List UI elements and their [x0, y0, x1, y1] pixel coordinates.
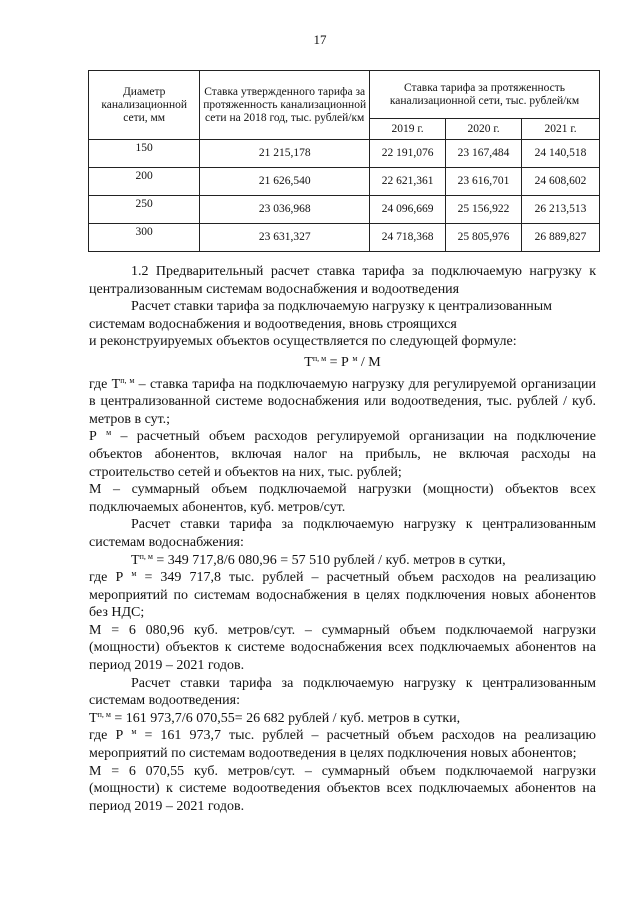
- wastewater-intro: Расчет ставки тарифа за подключаемую нагрузку к централизованным системам водоотведения:: [89, 675, 596, 709]
- def-t-prefix: где Т: [89, 376, 121, 392]
- cell-2021: 24 608,602: [522, 168, 600, 196]
- ws-p-text: = 349 717,8 тыс. рублей – расчетный объем расходов на реализацию мероприятий по системам водоснабжения в целях подключения новых абонентов без НДС;: [89, 570, 596, 621]
- cell-base-rate: 21 215,178: [200, 140, 370, 168]
- ws-p-prefix: где Р: [89, 570, 132, 586]
- ws-f-t: Т: [131, 552, 140, 568]
- cell-2019: 22 621,361: [370, 168, 446, 196]
- wd-p-text: = 161 973,7 тыс. рублей – расчетный объем расходов на реализацию мероприятий по системам водоотведения в целях подключения новых абонентов;: [89, 728, 596, 762]
- wd-p-sup: м: [131, 727, 137, 737]
- formula-end: / М: [357, 354, 381, 370]
- def-t-text: – ставка тарифа на подключаемую нагрузку для регулируемой организации в централизованной системе водоснабжения или водоотведения, тыс. рублей / куб. метров в сут.;: [89, 376, 596, 427]
- def-t-sup: п, м: [120, 375, 135, 385]
- formula-sup-pm: п, м: [312, 353, 327, 363]
- definition-p: [89, 428, 596, 481]
- wd-f-t: Т: [89, 710, 98, 726]
- cell-2020: 25 805,976: [446, 224, 522, 252]
- document-body: [89, 263, 596, 815]
- definition-m: М – суммарный объем подключаемой нагрузки (мощности) объектов всех подключаемых абонентов, куб. метров/сут.: [89, 482, 596, 515]
- cell-2021: 24 140,518: [522, 140, 600, 168]
- table-row: [89, 196, 600, 224]
- table-row: [89, 224, 600, 252]
- header-approved-rate: Ставка утвержденного тарифа за протяженность канализационной сети на 2018 год, тыс. рублей/км: [200, 71, 370, 140]
- intro-line-1: Расчет ставки тарифа за подключаемую нагрузку к централизованным: [131, 299, 553, 315]
- wastewater-p: [89, 727, 596, 762]
- ws-p-sup: м: [131, 569, 137, 579]
- tariff-table: [88, 70, 600, 252]
- def-p-prefix: Р: [89, 429, 107, 445]
- def-p-text: – расчетный объем расходов регулируемой организации на подключение объектов абонентов, включая налог на прибыль, не включая расходы на строительство сетей и объектов на них, тыс. рублей;: [89, 429, 596, 480]
- ws-f-sup: п, м: [139, 551, 153, 561]
- ws-f-text: = 349 717,8/6 080,96 = 57 510 рублей / куб. метров в сутки,: [152, 552, 506, 568]
- table-header-row: [89, 71, 600, 119]
- cell-2021: 26 213,513: [522, 196, 600, 224]
- formula-t: Т: [304, 354, 313, 370]
- cell-2019: 24 718,368: [370, 224, 446, 252]
- cell-base-rate: 23 036,968: [200, 196, 370, 224]
- intro-line-2: системам водоснабжения и водоотведения, вновь строящихся: [89, 316, 457, 332]
- page-number: 17: [313, 32, 327, 47]
- wd-f-text: = 161 973,7/6 070,55= 26 682 рублей / куб. метров в сутки,: [110, 710, 461, 726]
- cell-2020: 23 616,701: [446, 168, 522, 196]
- wd-f-sup: п, м: [97, 709, 111, 719]
- header-year-2020: 2020 г.: [446, 119, 522, 140]
- cell-diameter: 200: [89, 168, 200, 196]
- section-heading: 1.2 Предварительный расчет ставка тарифа за подключаемую нагрузку к централизованным системам водоснабжения и водоотведения: [89, 264, 596, 297]
- cell-base-rate: 23 631,327: [200, 224, 370, 252]
- intro-line-3: и реконструируемых объектов осуществляется по следующей формуле:: [89, 334, 517, 350]
- wastewater-formula: [89, 710, 596, 728]
- definition-t: [89, 376, 596, 429]
- header-year-2019: 2019 г.: [370, 119, 446, 140]
- cell-2020: 25 156,922: [446, 196, 522, 224]
- header-year-2021: 2021 г.: [522, 119, 600, 140]
- water-supply-intro: Расчет ставки тарифа за подключаемую нагрузку к централизованным системам водоснабжения:: [89, 517, 596, 550]
- water-supply-formula: [89, 552, 596, 570]
- wastewater-m: М = 6 070,55 куб. метров/сут. – суммарный объем подключаемой нагрузки (мощности) к системе водоотведения объектов всех подключаемых абонентов на период 2019 – 2021 годов.: [89, 763, 596, 814]
- water-supply-p: [89, 569, 596, 622]
- cell-diameter: 300: [89, 224, 200, 252]
- wd-p-prefix: где Р: [89, 728, 132, 744]
- formula-mid: = Р: [326, 354, 353, 370]
- header-diameter: Диаметр канализационной сети, мм: [89, 71, 200, 140]
- cell-2019: 22 191,076: [370, 140, 446, 168]
- cell-2021: 26 889,827: [522, 224, 600, 252]
- header-rate-group: Ставка тарифа за протяженность канализационной сети, тыс. рублей/км: [370, 71, 600, 119]
- cell-diameter: 250: [89, 196, 200, 224]
- cell-2020: 23 167,484: [446, 140, 522, 168]
- cell-diameter: 150: [89, 140, 200, 168]
- formula-sup-m: м: [352, 353, 358, 363]
- table-row: [89, 140, 600, 168]
- cell-2019: 24 096,669: [370, 196, 446, 224]
- def-p-sup: м: [106, 428, 112, 438]
- formula: [89, 354, 596, 372]
- cell-base-rate: 21 626,540: [200, 168, 370, 196]
- water-supply-m: М = 6 080,96 куб. метров/сут. – суммарный объем подключаемой нагрузки (мощности) объектов к системе водоснабжения всех подключаемых абонентов на период 2019 – 2021 годов.: [89, 622, 596, 674]
- table-row: [89, 168, 600, 196]
